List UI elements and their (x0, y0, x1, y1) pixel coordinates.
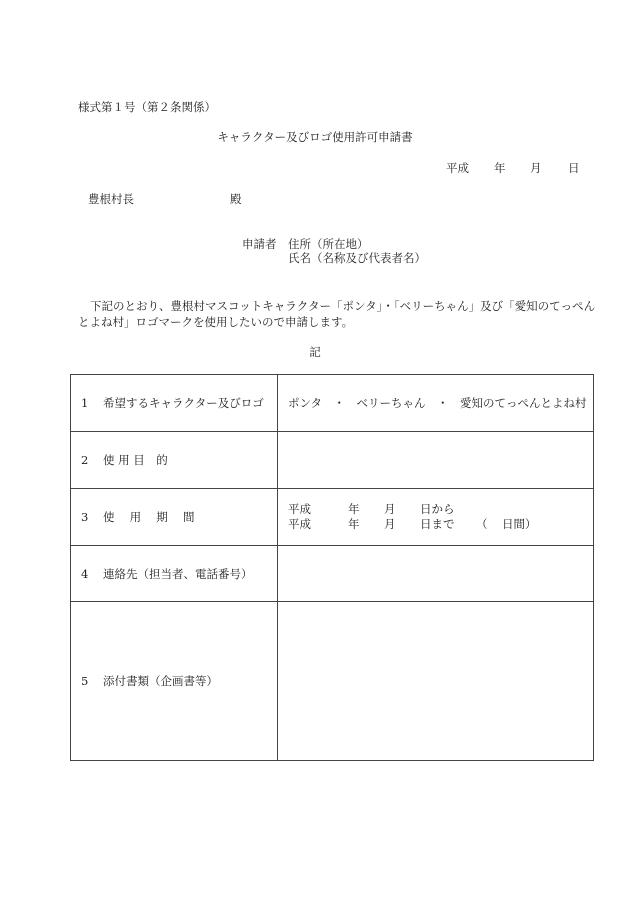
row-label (71, 375, 278, 432)
date-line (446, 161, 580, 175)
table-row (71, 375, 594, 432)
period-to-suffix: 日まで (420, 517, 455, 531)
row-label-text: 連絡先（担当者、電話番号） (103, 566, 253, 581)
document-title: キャラクター及びロゴ使用許可申請書 (217, 130, 413, 144)
table-row (71, 489, 594, 546)
row-label-text: 希望するキャラクター及びロゴ (103, 396, 264, 410)
row-number: 4 (81, 566, 89, 581)
contact-field[interactable] (278, 546, 594, 602)
date-year: 年 (494, 161, 506, 175)
period-era: 平成 (288, 502, 311, 516)
table-row (71, 602, 594, 761)
applicant-label: 申請者 (242, 237, 277, 251)
table-row (71, 546, 594, 602)
row-label (71, 489, 278, 546)
period-field[interactable] (278, 489, 594, 546)
purpose-field[interactable] (278, 432, 594, 489)
period-open-paren: （ (476, 517, 488, 531)
row-number: 2 (81, 453, 89, 467)
period-from-suffix: 日から (420, 502, 455, 516)
applicant-block (242, 237, 426, 265)
application-table (70, 374, 594, 761)
character-choice-cell[interactable]: ポンタ ・ ベリーちゃん ・ 愛知のてっぺんとよね村 (278, 375, 594, 432)
row-label-text: 使 用 目 的 (103, 453, 168, 467)
form-number: 様式第１号（第２条関係） (78, 100, 216, 114)
table-row (71, 432, 594, 489)
date-day: 日 (568, 161, 580, 175)
address-label: 住所（所在地） (288, 237, 369, 251)
period-to-line (288, 517, 593, 532)
period-month: 月 (384, 517, 396, 531)
row-label (71, 602, 278, 761)
date-month: 月 (530, 161, 542, 175)
period-era: 平成 (288, 517, 311, 531)
period-from-line (288, 502, 593, 517)
attachments-field[interactable] (278, 602, 594, 761)
row-label-text: 使 用 期 間 (103, 510, 195, 524)
row-label-text: 添付書類（企画書等） (103, 674, 218, 688)
row-number: 5 (81, 674, 89, 688)
period-year: 年 (348, 502, 360, 516)
row-label (71, 432, 278, 489)
row-number: 3 (81, 510, 89, 524)
body-text: 下記のとおり、豊根村マスコットキャラクター「ポンタ」・「ベリーちゃん」及び「愛知のてっぺんとよね村」ロゴマークを使用したいので申請します。 (78, 299, 596, 329)
name-label: 氏名（名称及び代表者名） (288, 251, 426, 265)
date-era: 平成 (446, 161, 469, 175)
honorific: 殿 (230, 192, 242, 206)
period-days-suffix: 日間） (502, 517, 537, 531)
addressee: 豊根村長 (88, 192, 134, 206)
period-month: 月 (384, 502, 396, 516)
ki-heading: 記 (309, 345, 321, 359)
row-label (71, 546, 278, 602)
row-number: 1 (81, 396, 89, 410)
period-year: 年 (348, 517, 360, 531)
